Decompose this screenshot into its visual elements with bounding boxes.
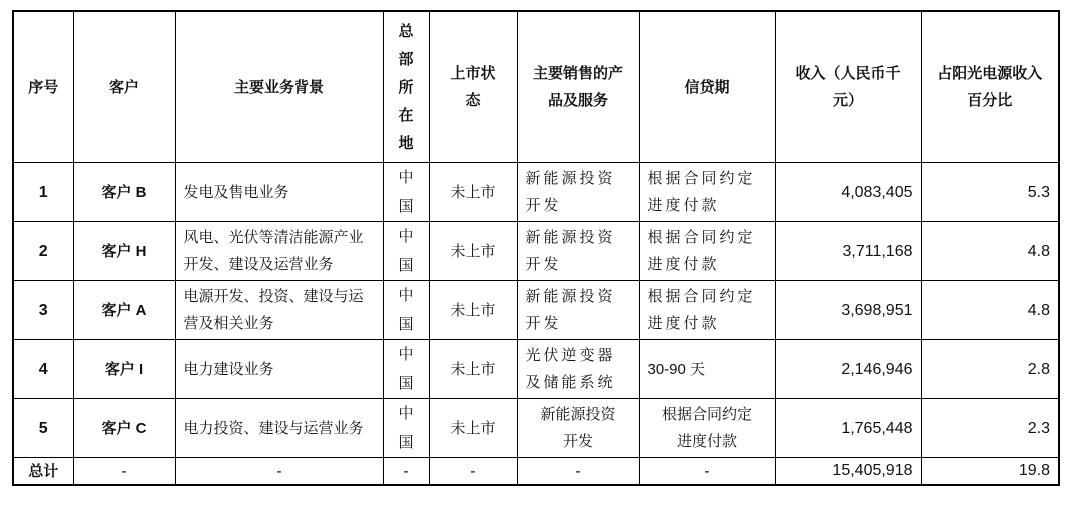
total-customer: -	[73, 458, 175, 486]
row-hq	[383, 281, 429, 340]
header-credit: 信贷期	[639, 11, 775, 163]
row-listing: 未上市	[429, 222, 517, 281]
header-seq: 序号	[13, 11, 73, 163]
row-product: 新能源投资开发	[517, 399, 639, 458]
row-business: 电力投资、建设与运营业务	[175, 399, 383, 458]
header-share: 占阳光电源收入百分比	[921, 11, 1059, 163]
row-credit: 根据合同约定进度付款	[639, 222, 775, 281]
row-revenue: 2,146,946	[775, 340, 921, 399]
row-revenue: 4,083,405	[775, 163, 921, 222]
total-listing: -	[429, 458, 517, 486]
header-customer: 客户	[73, 11, 175, 163]
row-customer: 客户 H	[73, 222, 175, 281]
header-product: 主要销售的产品及服务	[517, 11, 639, 163]
table-row	[13, 222, 1059, 281]
row-credit: 30-90 天	[639, 340, 775, 399]
row-hq	[383, 399, 429, 458]
row-product: 新能源投资开发	[517, 281, 639, 340]
row-revenue: 3,711,168	[775, 222, 921, 281]
row-seq: 1	[13, 163, 73, 222]
row-customer: 客户 C	[73, 399, 175, 458]
table-row	[13, 399, 1059, 458]
header-revenue: 收入（人民币千元）	[775, 11, 921, 163]
row-product: 光伏逆变器及储能系统	[517, 340, 639, 399]
table-row	[13, 281, 1059, 340]
row-hq-text: 中国	[398, 168, 414, 215]
row-share: 5.3	[921, 163, 1059, 222]
total-revenue: 15,405,918	[775, 458, 921, 486]
row-share: 4.8	[921, 281, 1059, 340]
row-seq: 5	[13, 399, 73, 458]
total-credit: -	[639, 458, 775, 486]
row-hq	[383, 163, 429, 222]
total-business: -	[175, 458, 383, 486]
row-hq-text: 中国	[398, 227, 414, 274]
table-row	[13, 340, 1059, 399]
header-row	[13, 11, 1059, 163]
total-share: 19.8	[921, 458, 1059, 486]
header-hq	[383, 11, 429, 163]
row-revenue: 3,698,951	[775, 281, 921, 340]
header-business: 主要业务背景	[175, 11, 383, 163]
total-label: 总计	[13, 458, 73, 486]
row-hq-text: 中国	[398, 404, 414, 451]
row-credit: 根据合同约定进度付款	[639, 281, 775, 340]
header-listing: 上市状态	[429, 11, 517, 163]
row-seq: 2	[13, 222, 73, 281]
row-credit: 根据合同约定进度付款	[639, 163, 775, 222]
row-business: 电源开发、投资、建设与运营及相关业务	[175, 281, 383, 340]
row-listing: 未上市	[429, 281, 517, 340]
row-customer: 客户 A	[73, 281, 175, 340]
row-customer: 客户 B	[73, 163, 175, 222]
row-business: 发电及售电业务	[175, 163, 383, 222]
table-row	[13, 163, 1059, 222]
row-hq	[383, 222, 429, 281]
row-revenue: 1,765,448	[775, 399, 921, 458]
top-customers-table	[12, 10, 1060, 486]
row-product: 新能源投资开发	[517, 222, 639, 281]
row-hq	[383, 340, 429, 399]
row-listing: 未上市	[429, 163, 517, 222]
row-seq: 4	[13, 340, 73, 399]
row-seq: 3	[13, 281, 73, 340]
row-share: 2.8	[921, 340, 1059, 399]
row-hq-text: 中国	[398, 345, 414, 392]
row-share: 4.8	[921, 222, 1059, 281]
row-share: 2.3	[921, 399, 1059, 458]
row-business: 风电、光伏等清洁能源产业开发、建设及运营业务	[175, 222, 383, 281]
row-business: 电力建设业务	[175, 340, 383, 399]
header-hq-text: 总部所在地	[398, 22, 414, 152]
total-hq: -	[383, 458, 429, 486]
row-customer: 客户 I	[73, 340, 175, 399]
row-credit: 根据合同约定进度付款	[639, 399, 775, 458]
row-listing: 未上市	[429, 340, 517, 399]
total-product: -	[517, 458, 639, 486]
row-product: 新能源投资开发	[517, 163, 639, 222]
row-hq-text: 中国	[398, 286, 414, 333]
customer-table-wrapper	[12, 10, 1058, 486]
row-listing: 未上市	[429, 399, 517, 458]
total-row	[13, 458, 1059, 486]
